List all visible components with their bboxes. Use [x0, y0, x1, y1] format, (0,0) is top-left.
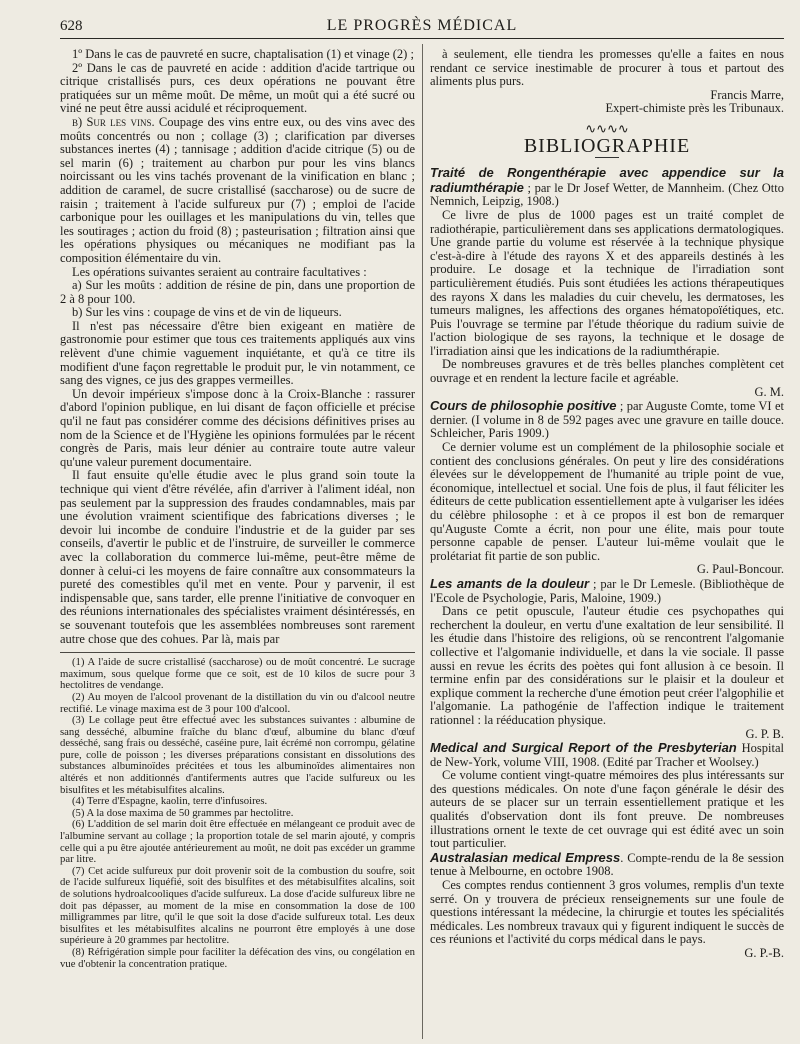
journal-title: LE PROGRÈS MÉDICAL [326, 17, 518, 34]
paragraph [60, 116, 415, 266]
book-entry-heading [430, 741, 784, 769]
book-entry-heading [430, 166, 784, 209]
book-citation: ; par le Dr Lemesle. (Bibliothèque de l'Ecole de Psychologie, Paris, Maloine, 1909.) [430, 576, 784, 605]
book-review: Ce volume contient vingt-quatre mémoires des plus intéressants sur des questions médicales. On note d'une façon générale le désir des auteurs de se placer sur un terrain essentiellement pratique et les qualités d'observation dont ils font preuve. De nombreuses illustrations ornent le texte de cet ouvrage qui est édité avec un soin tout particulier. [430, 768, 784, 851]
footnote-rule [60, 652, 415, 653]
page-number: 628 [60, 18, 83, 34]
footnote: (8) Réfrigération simple pour faciliter la défécation des vins, ou congélation en vue d'obtenir la concentration pratique. [60, 945, 415, 970]
paragraph-lead: b) Sur les vins. [72, 114, 155, 129]
book-title: Les amants de la douleur [430, 575, 590, 591]
book-title: Australasian medical Empress [430, 849, 621, 865]
book-citation: . Compte-rendu de la 8e session tenue à Melbourne, en octobre 1908. [430, 850, 785, 879]
book-entry-heading [430, 851, 784, 879]
reviewer-initials: G. Paul-Boncour. [696, 562, 784, 577]
book-entry-heading [430, 399, 784, 441]
page-header [60, 14, 784, 40]
paragraph: Il n'est pas nécessaire d'être bien exigeant en matière de gastronomie pour estimer que tous ces traitements appliqués aux vins relèvent d'une chimie vaguement inquiétante, et qu'à ce titre ils modifient d'une façon regrettable le produit pur, le vin notamment, ce sang des vignes, ce jus des grappes vermeilles. [60, 318, 415, 388]
article-conclusion: à seulement, elle tiendra les promesses qu'elle a faites en nous rendant ce service inestimable de procurer à tous et partout des aliments plus purs. [430, 47, 784, 89]
paragraph: Les opérations suivantes seraient au contraire facultatives : [72, 264, 367, 279]
paragraph: a) Sur les moûts : addition de résine de pin, dans une proportion de 2 à 8 pour 100. [60, 278, 415, 306]
header-rule [60, 38, 784, 39]
footnote: (5) A la dose maxima de 50 grammes par hectolitre. [72, 806, 294, 819]
book-review: Dans ce petit opuscule, l'auteur étudie ces psychopathes qui recherchent la douleur, en vertu d'une exaltation de leur sensibilité. Il les étudie dans l'histoire des religions, où se rencontrent l'algomanie collective et l'algomanie individuelle, et dans la vie sociale. Il passe aussi en revue les écrits des poètes qui font allusion à ce besoin. Il termine enfin par des considérations sur le plaisir et la douleur et explique comment la recherche d'une émotion peut créer l'algophilie et l'algomanie. La pathogénie de l'affection indique le traitement rationnel : la rééducation physique. [430, 604, 785, 727]
book-review: Ce livre de plus de 1000 pages est un traité complet de radiothérapie, particulièrement dans ses applications dermatologiques. Une grande partie du volume est réservée à la technique physique c'est-à-dire à l'étude des rayons X et des appareils destinés à les produire. Le dosage et la technique de l'irradiation sont particulièrement étudiés. Puis sont étudiées les actions thérapeutiques des rayons X dans les maladies du cuir chevelu, les dermatoses, les tumeurs malignes, les affections des organes hématopoïétiques, etc. Puis l'ouvrage se termine par l'étude théorique du radium suivie de l'action biologique de ses rayons, la technique et le dosage de l'irradiation ainsi que les indications de la radiumthérapie. [430, 207, 784, 358]
footnote: (2) Au moyen de l'alcool provenant de la distillation du vin ou d'alcool neutre rectifié. Le vinage maxima est de 3 pour 100 d'alcool. [60, 690, 415, 715]
book-title: Traité de Rongenthérapie avec appendice sur la radiumthérapie [430, 165, 784, 195]
section-rule [595, 157, 619, 158]
column-divider [422, 44, 423, 1039]
ornament-divider: ∿∿∿∿ [585, 120, 629, 136]
book-entry-heading [430, 577, 784, 605]
paragraph: b) Sur les vins : coupage de vins et de vin de liqueurs. [72, 305, 342, 320]
reviewer-initials: G. P. B. [745, 726, 784, 741]
paragraph: Un devoir impérieux s'impose donc à la Croix-Blanche : rassurer d'abord l'opinion publique, en lui disant de façon officielle et précise qu'il ne faut pas considérer comme des décisions définitives prises au nom de la Science et de l'Hygiène les opinions formulées par le récent congrès de Paris, mais leur dénier au contraire toute autre valeur qu'une valeur purement documentaire. [60, 386, 415, 469]
book-review: Ce dernier volume est un complément de la philosophie sociale et contient des conclusions générales. On peut y lire des considérations élevées sur le développement de l'humanité au triple point de vue, économique, intellectuel et social. Une fois de plus, il faut féliciter les éditeurs de cette publication essentiellement apte à vulgariser les idées du célèbre philosophe : et à ce propos il est bon de remarquer qu'Auguste Comte a écrit, non pour une élite, mais pour toute personne capable de penser. L'auteur lui-même voulait que le prolétariat fit partie de son public. [430, 440, 784, 563]
book-citation: Hospital de New-York, volume VIII, 1908. (Edité par Tracher et Woolsey.) [430, 741, 784, 769]
left-column [60, 48, 415, 970]
footnote: (7) Cet acide sulfureux pur doit provenir soit de la combustion du soufre, soit de l'acide sulfureux liquéfié, soit des bisulfites et des métabisulfites alcalins, soit de solutions hydroalcooliques d'acide sulfureux. La dose d'acide sulfureux libre ne doit pas dépasser, au moment de la mise en consommation la dose de 100 milligrammes par litre, qu'il le que soit la dose d'acide sulfureux total. Les deux bisulfites et les métabisulfites alcalins ne pourront être employés à une dose supérieure à 20 grammes par hectolitre. [60, 864, 415, 947]
book-citation: ; par Auguste Comte, tome VI et dernier. (I volume in 8 de 592 pages avec une gravure en taille douce. Schleicher, Paris 1909.) [430, 399, 785, 441]
paragraph: Il faut ensuite qu'elle étudie avec le plus grand soin toute la technique qui vient d'être révélée, afin d'arriver à l'aliment idéal, non pas seulement par la suppression des fraudes condamnables, mais par une évolution vraiment scientifique des fabrications diverses ; le devoir lui incombe de conduire l'industrie et de la guider par ses conseils, d'avertir le public et de l'instruire, de surveiller le commerce avec la collaboration du commerce lui-même, peut-être même de donner à celui-ci les moyens de faire connaître aux consommateurs la pureté des comestibles qu'il met en vente. Pour y parvenir, il est indispensable que, sans tarder, elle prenne l'initiative de convoquer en des réunions internationales des spécialistes vraiment désintéressés, en se souvenant toutefois que les assemblées nombreuses sont rarement autre chose que des cohues. Par là, mais par [60, 468, 415, 646]
book-title: Medical and Surgical Report of the Presbyterian [430, 740, 737, 756]
footnotes [60, 657, 415, 970]
paragraph: 2º Dans le cas de pauvreté en acide : addition d'acide tartrique ou citrique cristallisés purs, ces deux opérations ne pouvant être pratiquées sur un même moût. De même, un moût qui a été sucré ou viné ne peut être aussi acidulé et réciproquement. [60, 60, 415, 116]
footnote: (6) L'addition de sel marin doit être effectuée en mélangeant ce produit avec de l'albumine servant au collage ; la proportion totale de sel marin ajouté, y compris celle qui a pu être ajoutée antérieurement au moût, ne doit pas excéder un gramme par litre. [60, 818, 415, 866]
paragraph-text: Coupage des vins entre eux, ou des vins avec des moûts concentrés ou non ; collage (3) ; clarification par diverses substances inertes (4) ; tannisage ; addition d'acide citrique (5) ou de sel marin (6) ; traitement au charbon pur pour les vins blancs noircissant ou les vins tachés provenant de la vinification en blanc ; addition de caramel, de sucre cristallisé (saccharose) ou de sucre de raisin ; traitement à l'acide sulfureux pur (7) ; emploi de l'acide carbonique pour les ouillages et les manipulations du vin, telles que les soutirages ; action du froid (8) ; pasteurisation ; filtration ainsi que les opérations physiques ou mécaniques ne modifiant pas la composition élémentaire du vin. [60, 114, 415, 265]
book-citation: ; par le Dr Josef Wetter, de Mannheim. (Chez Otto Nemnich, Leipzig, 1908.) [430, 180, 784, 209]
section-title: BIBLIOGRAPHIE [523, 134, 691, 157]
signature-name: Francis Marre, [710, 87, 784, 102]
right-column [430, 48, 784, 961]
footnote: (3) Le collage peut être effectué avec les substances suivantes : albumine de sang desséché, albumine fraîche du blanc d'œuf, albumine du blanc d'œuf desséché, sang frais ou desséché, caséine pure, lait écrémé non corrompu, gélatine pure, colle de poisson ; les diverses préparations consistant en dissolutions des substances albuminoïdes précitées et tous les albuminoïdes alimentaires non altérés et non additionnés d'antiferments autres que l'acide sulfureux ou les bisulfites et les métabisulfites alcalins. [60, 714, 415, 796]
book-review: Ces comptes rendus contiennent 3 gros volumes, remplis d'un texte serré. On y trouvera de précieux renseignements sur une foule de questions intéressant la médecine, la chirurgie et toutes les spécialités médicales. Les nombreux travaux qui y figurent indiquent le succès de ces réunions et l'activité du corps médical dans le pays. [430, 878, 784, 947]
signature-title: Expert-chimiste près les Tribunaux. [605, 101, 784, 116]
reviewer-initials: G. M. [754, 384, 784, 399]
reviewer-initials: G. P.-B. [744, 946, 784, 960]
book-title: Cours de philosophie positive [430, 398, 617, 414]
book-review: De nombreuses gravures et de très belles planches complètent cet ouvrage et en rendent la lecture facile et agréable. [430, 357, 784, 386]
paragraph: 1º Dans le cas de pauvreté en sucre, chaptalisation (1) et vinage (2) ; [72, 47, 414, 61]
footnote: (4) Terre d'Espagne, kaolin, terre d'infusoires. [72, 795, 268, 808]
footnote: (1) A l'aide de sucre cristallisé (saccharose) ou de moût concentré. Le sucrage maximum, sous quelque forme que ce soit, est de 10 kilos de sucre pour 3 hectolitres de vendange. [60, 656, 415, 692]
